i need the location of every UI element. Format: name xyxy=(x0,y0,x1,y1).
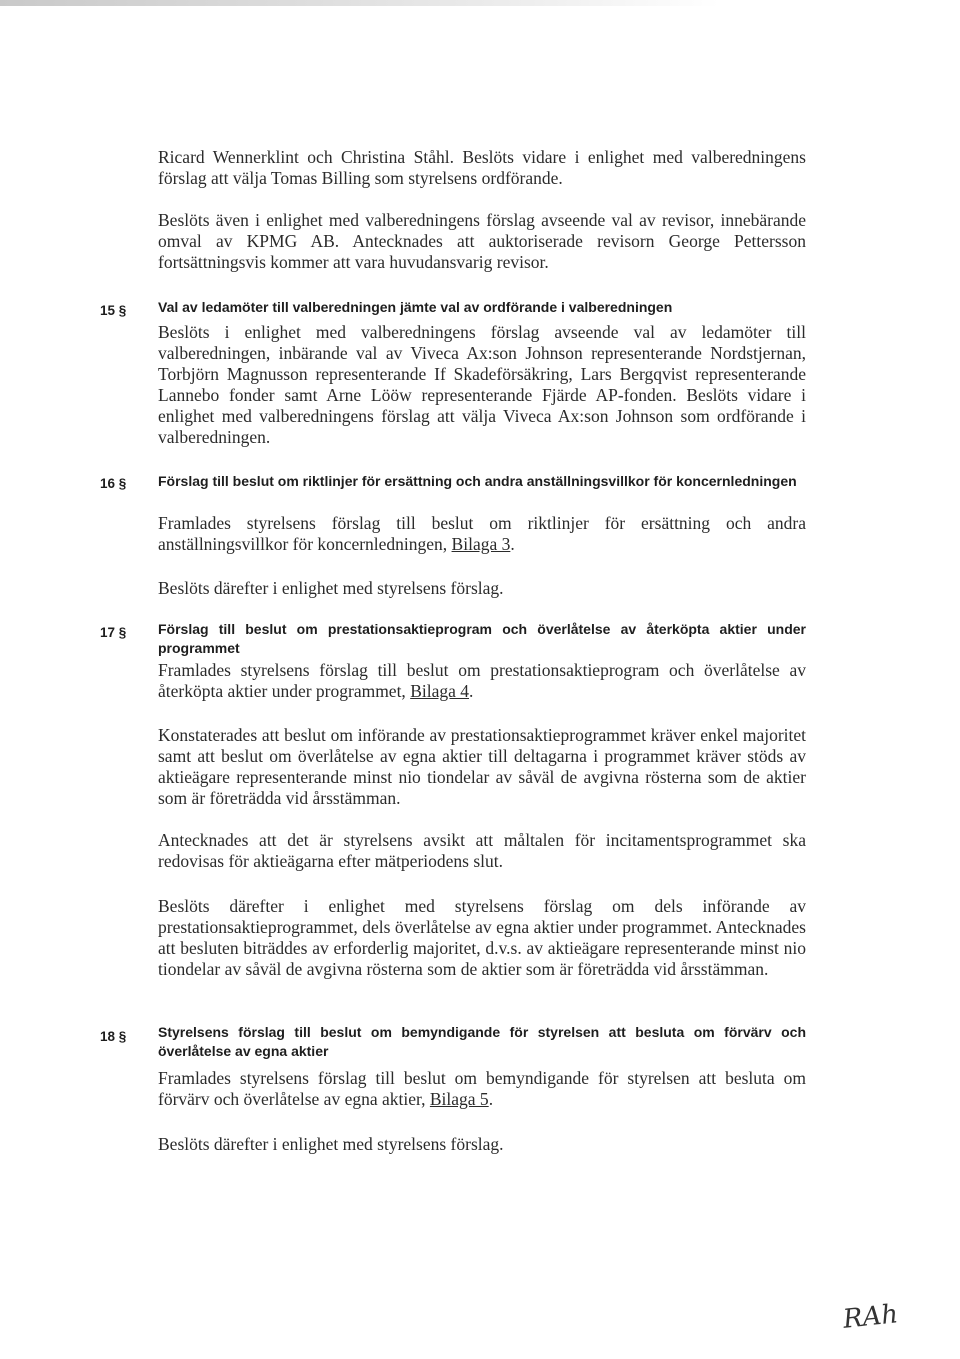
attachment-link-bilaga-5[interactable]: Bilaga 5 xyxy=(429,1089,489,1109)
section-number-16: 16 § xyxy=(100,476,127,491)
paragraph-target-reporting: Antecknades att det är styrelsens avsikt att måltalen för incitamentsprogrammet ska redovisas för aktieägarna efter mätperiodens slut. xyxy=(158,830,806,871)
attachment-link-bilaga-4[interactable]: Bilaga 4 xyxy=(410,681,469,701)
paragraph-text: Framlades styrelsens förslag till beslut om riktlinjer för ersättning och andra anställningsvillkor för koncernledningen, xyxy=(158,513,806,554)
paragraph-text: Framlades styrelsens förslag till beslut om prestationsaktieprogram och överlåtelse av återköpta aktier under programmet, xyxy=(158,660,806,701)
paragraph-decision-18: Beslöts därefter i enlighet med styrelsens förslag. xyxy=(158,1134,504,1154)
paragraph-buyback-mandate: Framlades styrelsens förslag till beslut om bemyndigande för styrelsen att besluta om förvärv och överlåtelse av egna aktier, Bilaga 5. xyxy=(158,1068,806,1109)
paragraph-share-program-proposal: Framlades styrelsens förslag till beslut om prestationsaktieprogram och överlåtelse av återköpta aktier under programmet, Bilaga 4. xyxy=(158,660,806,701)
paragraph-decision-17: Beslöts därefter i enlighet med styrelsens förslag om dels införande av prestationsaktieprogrammet, dels överlåtelse av egna aktier under programmet. Antecknades att besluten biträddes av erforderlig majoritet, d.v.s. av aktieägare representerande minst nio tiondelar av såväl de avgivna rösterna som de aktier som är företrädda vid årsstämman. xyxy=(158,896,806,979)
section-heading-18: Styrelsens förslag till beslut om bemyndigande för styrelsen att besluta om förvärv och överlåtelse av egna aktier xyxy=(158,1024,806,1059)
paragraph-board-chair: Ricard Wennerklint och Christina Ståhl. Beslöts vidare i enlighet med valberedningens förslag att välja Tomas Billing som styrelsens ordförande. xyxy=(158,147,806,188)
paragraph-auditor: Beslöts även i enlighet med valberedningens förslag avseende val av revisor, innebärande omval av KPMG AB. Antecknades att auktoriserade revisorn George Pettersson fortsättningsvis kommer att vara huvudansvarig revisor. xyxy=(158,210,806,272)
section-number-15: 15 § xyxy=(100,303,127,318)
paragraph-nomination-committee: Beslöts i enlighet med valberedningens förslag avseende val av ledamöter till valberedningen, inbärande val av Viveca Ax:son Johnson representerande Nordstjernan, Torbjörn Magnusson representerande If Skadeförsäkring, Lars Bergqvist representerande Lannebo fonder samt Arne Lööw representerande Fjärde AP-fonden. Beslöts vidare i enlighet med valberedningens förslag att välja Viveca Ax:son Johnson som ordförande i valberedningen. xyxy=(158,322,806,447)
section-heading-16: Förslag till beslut om riktlinjer för ersättning och andra anställningsvillkor för koncernledningen xyxy=(158,473,797,489)
section-heading-17: Förslag till beslut om prestationsaktieprogram och överlåtelse av återköpta aktier under programmet xyxy=(158,621,806,656)
attachment-link-bilaga-3[interactable]: Bilaga 3 xyxy=(451,534,511,554)
paragraph-majority-requirement: Konstaterades att beslut om införande av prestationsaktieprogrammet kräver enkel majoritet samt att beslut om överlåtelse av egna aktier till deltagarna i programmet kräver stöds av aktieägare representerande minst nio tiondelar av såväl de avgivna rösterna som de aktier som är företrädda vid årsstämman. xyxy=(158,725,806,808)
paragraph-remuneration-guidelines: Framlades styrelsens förslag till beslut om riktlinjer för ersättning och andra anställningsvillkor för koncernledningen, Bilaga 3. xyxy=(158,513,806,554)
section-number-18: 18 § xyxy=(100,1029,127,1044)
section-heading-15: Val av ledamöter till valberedningen jämte val av ordförande i valberedningen xyxy=(158,299,673,315)
paragraph-text: Framlades styrelsens förslag till beslut om bemyndigande för styrelsen att besluta om förvärv och överlåtelse av egna aktier, xyxy=(158,1068,806,1109)
paragraph-decision-16: Beslöts därefter i enlighet med styrelsens förslag. xyxy=(158,578,504,598)
handwritten-initials: RAh xyxy=(841,1299,900,1335)
section-number-17: 17 § xyxy=(100,625,127,640)
